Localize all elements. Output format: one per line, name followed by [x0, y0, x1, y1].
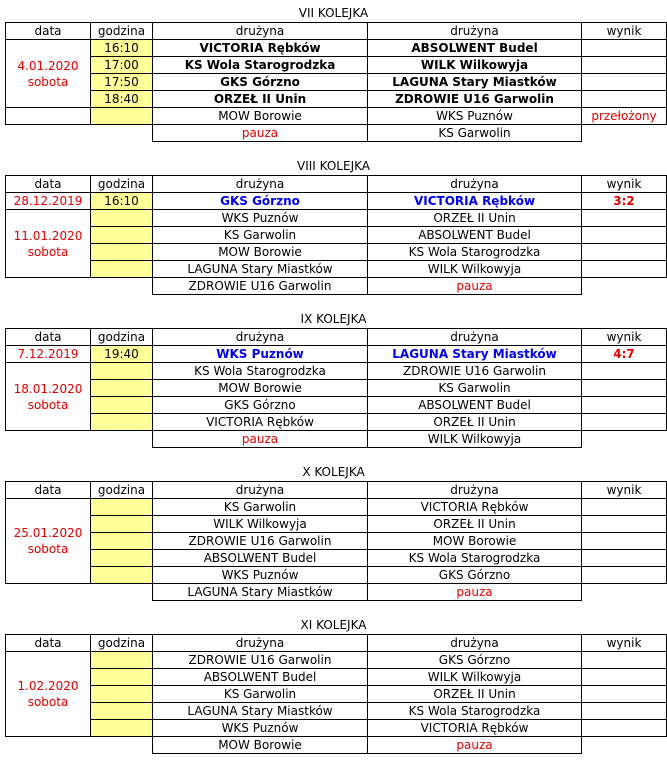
- header-date: data: [6, 635, 91, 652]
- table-row: [6, 74, 667, 91]
- home-team: ORZEŁ II Unin: [153, 91, 368, 108]
- pause-home: pauza: [153, 431, 368, 448]
- away-team: WILK Wilkowyja: [368, 669, 582, 686]
- table-row: [6, 363, 667, 380]
- round-title: IX KOLEJKA: [300, 312, 367, 326]
- away-team: ZDROWIE U16 Garwolin: [368, 91, 582, 108]
- match-result: [582, 210, 667, 227]
- header-result: wynik: [582, 635, 667, 652]
- match-result: [582, 363, 667, 380]
- header-row: [6, 329, 667, 346]
- header-result: wynik: [582, 329, 667, 346]
- home-team: ABSOLWENT Budel: [153, 550, 368, 567]
- match-result: [582, 91, 667, 108]
- header-team2: drużyna: [368, 23, 582, 40]
- header-result: wynik: [582, 23, 667, 40]
- table-row: [6, 91, 667, 108]
- home-team: LAGUNA Stary Miastków: [153, 261, 368, 278]
- match-result: [582, 567, 667, 584]
- home-team: VICTORIA Rębków: [153, 40, 368, 57]
- day-value: sobota: [27, 397, 69, 412]
- away-team: ORZEŁ II Unin: [368, 686, 582, 703]
- match-result: 3:2: [582, 193, 667, 210]
- date-value: 11.01.2020: [13, 228, 83, 243]
- header-team2: drużyna: [368, 482, 582, 499]
- table-row: [6, 380, 667, 397]
- home-team: GKS Górzno: [153, 193, 368, 210]
- pause-row: [6, 737, 667, 754]
- table-row: [6, 533, 667, 550]
- match-time: [91, 363, 153, 380]
- table-row: [6, 669, 667, 686]
- table-row: [6, 193, 667, 210]
- match-time: [91, 703, 153, 720]
- pause-away: pauza: [368, 737, 582, 754]
- match-result: [582, 550, 667, 567]
- empty-date: [6, 108, 91, 125]
- pause-home: ZDROWIE U16 Garwolin: [153, 278, 368, 295]
- home-team: LAGUNA Stary Miastków: [153, 703, 368, 720]
- match-time: 17:00: [91, 57, 153, 74]
- match-result: [582, 414, 667, 431]
- match-result: [582, 703, 667, 720]
- home-team: MOW Borowie: [153, 108, 368, 125]
- match-time: [91, 380, 153, 397]
- match-result: [582, 40, 667, 57]
- header-time: godzina: [91, 23, 153, 40]
- match-time: [91, 261, 153, 278]
- away-team: KS Wola Starogrodzka: [368, 244, 582, 261]
- match-time: [91, 652, 153, 669]
- schedule-table: [5, 481, 667, 601]
- header-time: godzina: [91, 482, 153, 499]
- table-row: [6, 567, 667, 584]
- header-team1: drużyna: [153, 329, 368, 346]
- schedule-table: [5, 634, 667, 754]
- table-row: [6, 40, 667, 57]
- home-team: KS Wola Starogrodzka: [153, 363, 368, 380]
- match-result: [582, 720, 667, 737]
- match-time: 17:50: [91, 74, 153, 91]
- match-time: [91, 669, 153, 686]
- header-row: [6, 23, 667, 40]
- away-team: WILK Wilkowyja: [368, 261, 582, 278]
- pause-away: pauza: [368, 584, 582, 601]
- table-row: [6, 652, 667, 669]
- match-date: [6, 652, 91, 737]
- home-team: GKS Górzno: [153, 74, 368, 91]
- home-team: KS Garwolin: [153, 227, 368, 244]
- pause-row: [6, 278, 667, 295]
- away-team: ABSOLWENT Budel: [368, 40, 582, 57]
- table-row: [6, 227, 667, 244]
- table-row: [6, 516, 667, 533]
- pause-away: KS Garwolin: [368, 125, 582, 142]
- match-result: [582, 380, 667, 397]
- early-date: 28.12.2019: [6, 193, 91, 210]
- schedule-table: [5, 175, 667, 295]
- header-team2: drużyna: [368, 329, 582, 346]
- date-value: 1.02.2020: [17, 679, 79, 693]
- table-row: [6, 346, 667, 363]
- header-date: data: [6, 176, 91, 193]
- home-team: ZDROWIE U16 Garwolin: [153, 652, 368, 669]
- header-time: godzina: [91, 329, 153, 346]
- table-row: [6, 686, 667, 703]
- day-value: sobota: [27, 542, 69, 556]
- away-team: ZDROWIE U16 Garwolin: [368, 363, 582, 380]
- away-team: MOW Borowie: [368, 533, 582, 550]
- home-team: MOW Borowie: [153, 380, 368, 397]
- day-value: sobota: [27, 695, 69, 709]
- match-result: [582, 499, 667, 516]
- away-team: ORZEŁ II Unin: [368, 414, 582, 431]
- away-team: VICTORIA Rębków: [368, 720, 582, 737]
- header-date: data: [6, 23, 91, 40]
- match-date: [6, 499, 91, 584]
- home-team: ABSOLWENT Budel: [153, 669, 368, 686]
- away-team: LAGUNA Stary Miastków: [368, 74, 582, 91]
- header-row: [6, 635, 667, 652]
- home-team: KS Garwolin: [153, 686, 368, 703]
- match-time: 16:10: [91, 193, 153, 210]
- table-row: [6, 57, 667, 74]
- table-row: [6, 397, 667, 414]
- match-result: [582, 686, 667, 703]
- match-time: [91, 108, 153, 125]
- header-time: godzina: [91, 635, 153, 652]
- match-time: 18:40: [91, 91, 153, 108]
- match-time: [91, 567, 153, 584]
- date-value: 25.01.2020: [13, 526, 83, 540]
- round-title: XI KOLEJKA: [300, 618, 367, 632]
- home-team: WKS Puznów: [153, 210, 368, 227]
- header-date: data: [6, 329, 91, 346]
- header-result: wynik: [582, 176, 667, 193]
- table-row: [6, 108, 667, 125]
- header-team1: drużyna: [153, 482, 368, 499]
- match-result: [582, 261, 667, 278]
- pause-away: WILK Wilkowyja: [368, 431, 582, 448]
- schedule-table: [5, 22, 667, 142]
- away-team: GKS Górzno: [368, 652, 582, 669]
- match-result: [582, 652, 667, 669]
- match-time: 16:10: [91, 40, 153, 57]
- table-row: [6, 414, 667, 431]
- pause-home: MOW Borowie: [153, 737, 368, 754]
- pause-home: LAGUNA Stary Miastków: [153, 584, 368, 601]
- match-date: [6, 210, 91, 278]
- header-result: wynik: [582, 482, 667, 499]
- away-team: LAGUNA Stary Miastków: [368, 346, 582, 363]
- home-team: KS Garwolin: [153, 499, 368, 516]
- header-time: godzina: [91, 176, 153, 193]
- match-time: 19:40: [91, 346, 153, 363]
- day-value: sobota: [27, 74, 69, 89]
- table-row: [6, 703, 667, 720]
- round-title: X KOLEJKA: [302, 465, 365, 479]
- date-value: 18.01.2020: [13, 381, 83, 396]
- day-value: sobota: [27, 244, 69, 259]
- home-team: VICTORIA Rębków: [153, 414, 368, 431]
- header-team2: drużyna: [368, 176, 582, 193]
- header-team1: drużyna: [153, 176, 368, 193]
- header-row: [6, 482, 667, 499]
- pause-home: pauza: [153, 125, 368, 142]
- match-time: [91, 227, 153, 244]
- match-time: [91, 414, 153, 431]
- home-team: WKS Puznów: [153, 567, 368, 584]
- match-result: [582, 397, 667, 414]
- table-row: [6, 720, 667, 737]
- away-team: ABSOLWENT Budel: [368, 397, 582, 414]
- away-team: ORZEŁ II Unin: [368, 516, 582, 533]
- table-row: [6, 261, 667, 278]
- pause-row: [6, 431, 667, 448]
- match-result: [582, 74, 667, 91]
- match-result: przełożony: [582, 108, 667, 125]
- match-time: [91, 499, 153, 516]
- home-team: MOW Borowie: [153, 244, 368, 261]
- away-team: KS Wola Starogrodzka: [368, 703, 582, 720]
- match-time: [91, 210, 153, 227]
- home-team: GKS Górzno: [153, 397, 368, 414]
- match-time: [91, 550, 153, 567]
- match-date: [6, 363, 91, 431]
- pause-row: [6, 584, 667, 601]
- header-date: data: [6, 482, 91, 499]
- match-result: 4:7: [582, 346, 667, 363]
- match-result: [582, 669, 667, 686]
- header-row: [6, 176, 667, 193]
- table-row: [6, 244, 667, 261]
- match-date: [6, 40, 91, 108]
- round-title: VIII KOLEJKA: [297, 159, 370, 173]
- pause-row: [6, 125, 667, 142]
- date-value: 4.01.2020: [17, 58, 79, 73]
- away-team: KS Garwolin: [368, 380, 582, 397]
- away-team: KS Wola Starogrodzka: [368, 550, 582, 567]
- match-time: [91, 397, 153, 414]
- match-time: [91, 686, 153, 703]
- header-team1: drużyna: [153, 23, 368, 40]
- away-team: VICTORIA Rębków: [368, 499, 582, 516]
- match-time: [91, 720, 153, 737]
- away-team: ABSOLWENT Budel: [368, 227, 582, 244]
- away-team: GKS Górzno: [368, 567, 582, 584]
- match-result: [582, 57, 667, 74]
- match-time: [91, 533, 153, 550]
- early-date: 7.12.2019: [6, 346, 91, 363]
- away-team: WILK Wilkowyja: [368, 57, 582, 74]
- header-team1: drużyna: [153, 635, 368, 652]
- schedule-table: [5, 328, 667, 448]
- table-row: [6, 210, 667, 227]
- home-team: WILK Wilkowyja: [153, 516, 368, 533]
- match-result: [582, 516, 667, 533]
- match-result: [582, 533, 667, 550]
- match-result: [582, 227, 667, 244]
- home-team: WKS Puznów: [153, 346, 368, 363]
- match-time: [91, 516, 153, 533]
- match-result: [582, 244, 667, 261]
- match-time: [91, 244, 153, 261]
- away-team: VICTORIA Rębków: [368, 193, 582, 210]
- table-row: [6, 499, 667, 516]
- table-row: [6, 550, 667, 567]
- header-team2: drużyna: [368, 635, 582, 652]
- pause-away: pauza: [368, 278, 582, 295]
- home-team: KS Wola Starogrodzka: [153, 57, 368, 74]
- away-team: ORZEŁ II Unin: [368, 210, 582, 227]
- round-title: VII KOLEJKA: [298, 6, 369, 20]
- home-team: WKS Puznów: [153, 720, 368, 737]
- away-team: WKS Puznów: [368, 108, 582, 125]
- home-team: ZDROWIE U16 Garwolin: [153, 533, 368, 550]
